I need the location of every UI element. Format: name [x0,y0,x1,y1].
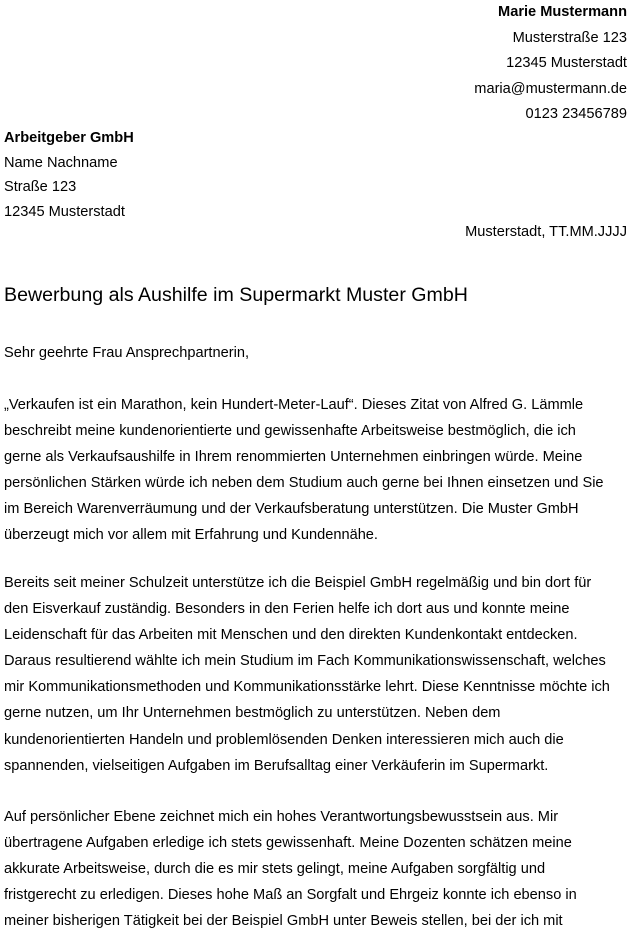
paragraph-experience [4,570,628,779]
sender-phone: 0123 23456789 [525,106,627,122]
paragraph-line: meiner bisherigen Tätigkeit bei der Beispiel GmbH unter Beweis stellen, bei der ich mit [4,913,563,930]
paragraph-line: akkurate Arbeitsweise, durch die es mir stets gelingt, meine Aufgaben sorgfältig und [4,861,546,878]
recipient-block [4,126,134,224]
paragraph-line: Leidenschaft für das Arbeiten mit Menschen und den direkten Kundenkontakt entdecken. [4,627,578,644]
paragraph-line: übertragene Aufgaben erledige ich stets gewissenhaft. Meine Dozenten schätzen meine [4,835,572,852]
recipient-company: Arbeitgeber GmbH [4,130,134,146]
paragraph-line: überzeugt mich vor allem mit Erfahrung und Kundennähe. [4,527,378,544]
sender-block [474,0,627,128]
subject-line: Bewerbung als Aushilfe im Supermarkt Muster GmbH [4,284,468,306]
paragraph-line: den Eisverkauf zuständig. Besonders in den Ferien helfe ich dort aus und konnte meine [4,601,570,618]
paragraph-line: spannenden, vielseitigen Aufgaben im Berufsalltag einer Verkäuferin im Supermarkt. [4,757,549,774]
recipient-city: 12345 Musterstadt [4,203,125,220]
place-date: Musterstadt, TT.MM.JJJJ [465,224,627,240]
paragraph-personal [4,804,628,934]
paragraph-line: gerne nutzen, um Ihr Unternehmen bestmöglich zu unterstützen. Neben dem [4,705,501,722]
paragraph-line: fristgerecht zu erledigen. Dieses hohe Maß an Sorgfalt und Ehrgeiz konnte ich ebenso in [4,887,577,904]
paragraph-line: gerne als Verkaufsaushilfe in Ihrem renommierten Unternehmen einbringen würde. Meine [4,449,583,466]
paragraph-line: Bereits seit meiner Schulzeit unterstütze ich die Beispiel GmbH regelmäßig und bin dort für [4,575,592,591]
paragraph-line: persönlichen Stärken würde ich neben dem Studium auch gerne bei Ihnen einsetzen und Sie [4,475,604,492]
recipient-contact: Name Nachname [4,154,118,171]
paragraph-line: „Verkaufen ist ein Marathon, kein Hundert-Meter-Lauf“. Dieses Zitat von Alfred G. Lämmle [4,397,584,413]
paragraph-line: im Bereich Warenverräumung und der Verkaufsberatung unterstützen. Die Muster GmbH [4,501,579,518]
paragraph-line: beschreibt meine kundenorientierte und gewissenhafte Arbeitsweise bestmöglich, die ich [4,423,576,440]
sender-street: Musterstraße 123 [512,29,627,46]
salutation: Sehr geehrte Frau Ansprechpartnerin, [4,345,249,361]
recipient-street: Straße 123 [4,179,77,195]
paragraph-line: Daraus resultierend wählte ich mein Studium im Fach Kommunikationswissenschaft, welches [4,653,606,670]
paragraph-line: mir Kommunikationsmethoden und Kommunikationsstärke lehrt. Diese Kenntnisse möchte ich [4,679,610,696]
sender-name: Marie Mustermann [498,4,627,20]
paragraph-intro [4,392,628,549]
paragraph-line: kundenorientierten Handeln und problemlösenden Denken interessieren mich auch die [4,731,564,748]
sender-city: 12345 Musterstadt [506,55,627,71]
sender-email: maria@mustermann.de [474,80,627,97]
paragraph-line: Auf persönlicher Ebene zeichnet mich ein hohes Verantwortungsbewusstsein aus. Mir [4,809,559,825]
